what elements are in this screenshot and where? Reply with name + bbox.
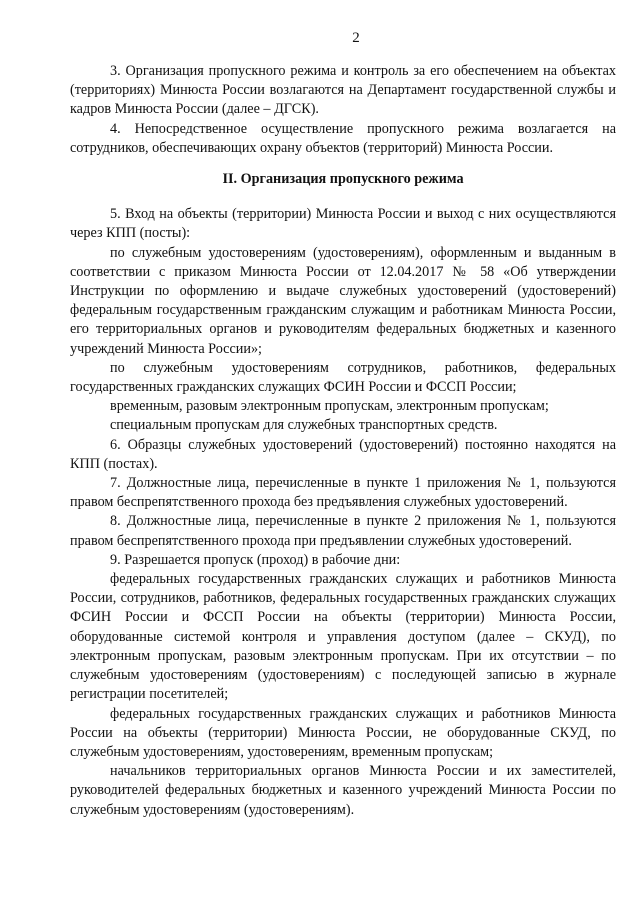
paragraph-8: 8. Должностные лица, перечисленные в пункте 2 приложения № 1, пользуются правом беспрепятственного прохода при предъявлении служебных удостоверений. (70, 513, 616, 549)
section-heading: II. Организация пропускного режима (222, 171, 464, 188)
page-number: 2 (352, 30, 360, 46)
paragraph-5: 5. Вход на объекты (территории) Минюста России и выход с них осуществляются через КПП (посты): (70, 206, 616, 242)
paragraph-5-item-4: специальным пропускам для служебных транспортных средств. (110, 417, 498, 434)
paragraph-9: 9. Разрешается пропуск (проход) в рабочие дни: (110, 551, 401, 568)
paragraph-4: 4. Непосредственное осуществление пропускного режима возлагается на сотрудников, обеспечивающих охрану объектов (территорий) Минюста России. (70, 120, 616, 156)
paragraph-5-item-3: временным, разовым электронным пропускам, электронным пропускам; (110, 398, 549, 415)
paragraph-6: 6. Образцы служебных удостоверений (удостоверений) постоянно находятся на КПП (постах). (70, 436, 616, 472)
paragraph-9-item-3: начальников территориальных органов Минюста России и их заместителей, руководителей федеральных бюджетных и казенного учреждений Минюста России по служебным удостоверениям (удостоверениям). (70, 763, 616, 818)
document-page (70, 28, 616, 820)
paragraph-9-item-1: федеральных государственных гражданских служащих и работников Минюста России, сотрудников, работников, федеральных государственных гражданских служащих ФСИН России и ФССП России на объекты (территории) Минюста России, оборудованные системой контроля и управления доступом (далее – СКУД), по электронным пропускам, разовым электронным пропускам. При их отсутствии – по служебным удостоверениям (удостоверениям) с последующей записью в журнале регистрации посетителей; (70, 571, 616, 703)
paragraph-5-item-2: по служебным удостоверениям сотрудников, работников, федеральных государственных гражданских служащих ФСИН России и ФССП России; (70, 359, 616, 396)
paragraph-5-item-1: по служебным удостоверениям (удостоверениям), оформленным и выданным в соответствии с приказом Минюста России от 12.04.2017 № 58 «Об утверждении Инструкции по оформлению и выдаче служебных удостоверений (удостоверений) федеральным государственным гражданским служащим и работникам Минюста России, его территориальных органов и руководителям федеральных бюджетных и казенного учреждений Минюста России»; (70, 244, 616, 357)
paragraph-7: 7. Должностные лица, перечисленные в пункте 1 приложения № 1, пользуются правом беспрепятственного прохода без предъявления служебных удостоверений. (70, 475, 616, 511)
paragraph-3: 3. Организация пропускного режима и контроль за его обеспечением на объектах (территориях) Минюста России возлагаются на Департамент государственной службы и кадров Минюста России (далее – ДГСК). (70, 63, 616, 118)
paragraph-9-item-2: федеральных государственных гражданских служащих и работников Минюста России на объекты (территории) Минюста России, не оборудованные СКУД, по служебным удостоверениям, удостоверениям, временным пропускам; (70, 705, 616, 760)
